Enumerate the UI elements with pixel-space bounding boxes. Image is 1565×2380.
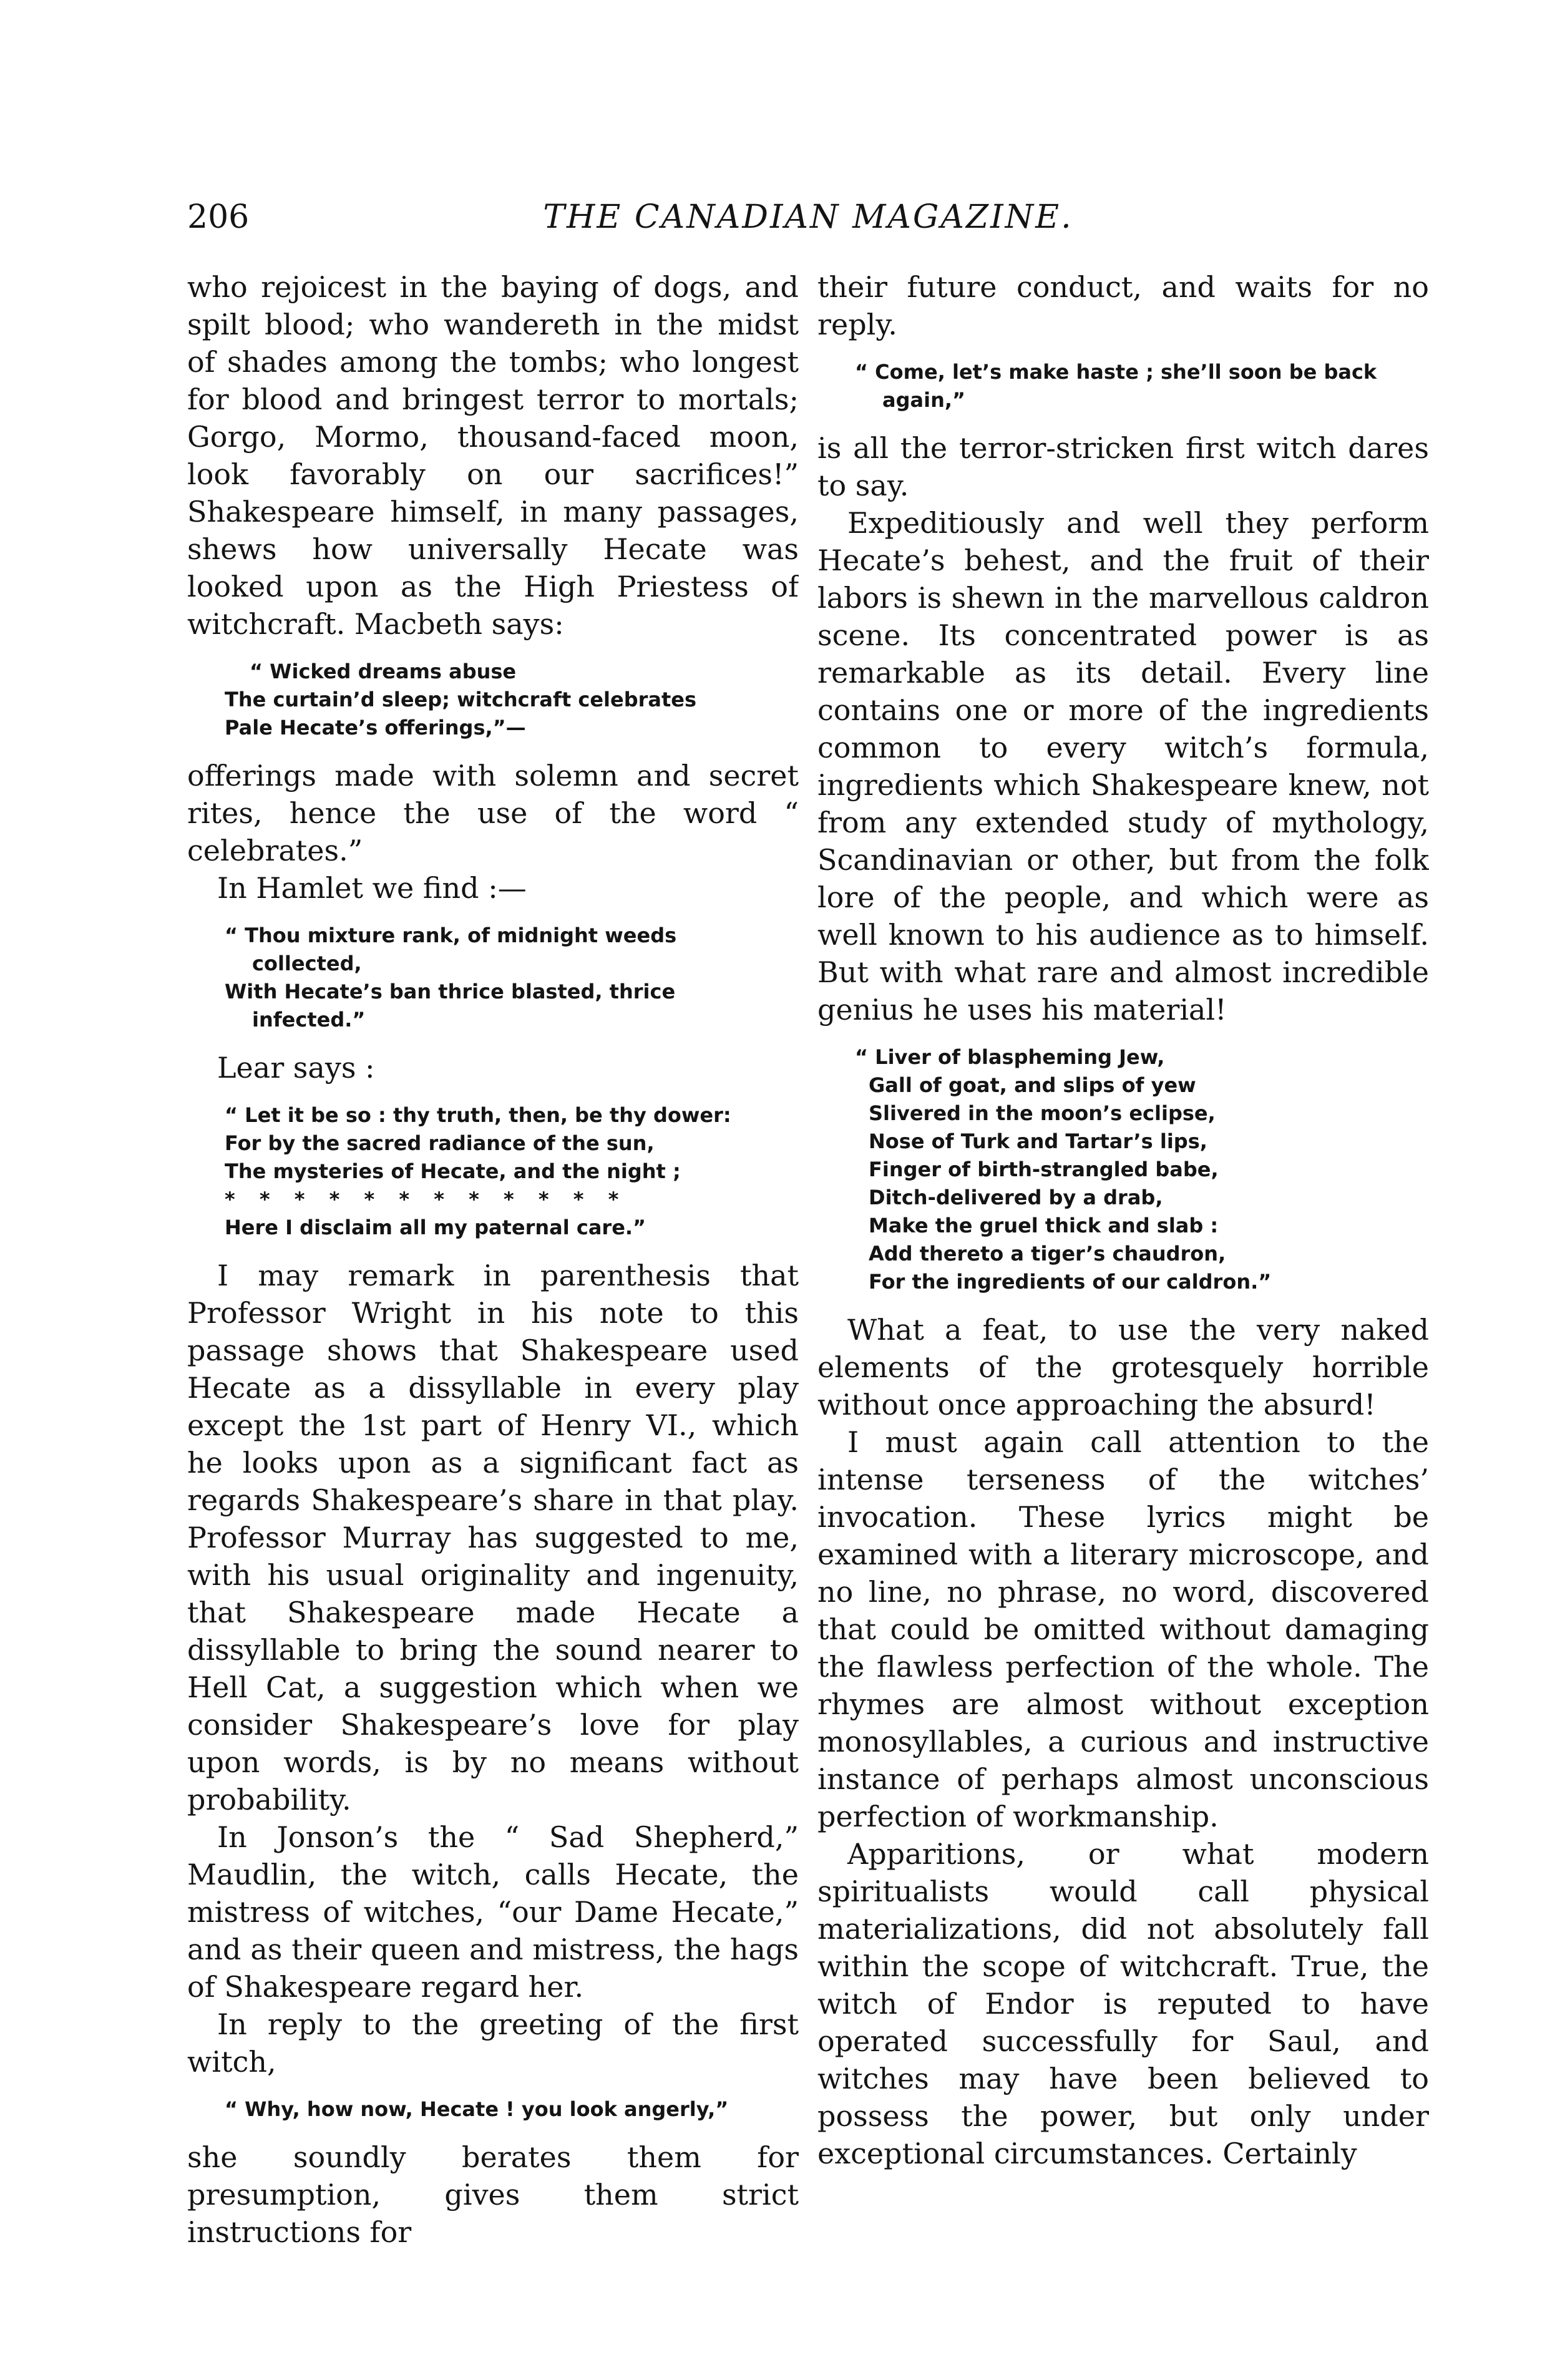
paragraph: In reply to the greeting of the first witch,	[187, 2007, 799, 2079]
quote-macbeth	[225, 658, 799, 742]
quote-hamlet	[225, 922, 799, 1034]
paragraph: who rejoicest in the baying of dogs, and spilt blood; who wandereth in the midst of shades among the tombs; who longest for blood and bringest terror to mortals; Gorgo, Mormo, thousand-faced moon, look favorably on our sacrifices!” Shakespeare himself, in many passages, shews how universally Hecate was looked upon as the High Priestess of witchcraft. Macbeth says:	[187, 270, 799, 641]
paragraph: What a feat, to use the very naked elements of the grotesquely horrible without once approaching the absurd!	[817, 1313, 1429, 1422]
quote-caldron	[855, 1043, 1429, 1296]
quote-line: again,”	[882, 388, 966, 412]
right-column	[817, 268, 1429, 2265]
paragraph: I must again call attention to the intense terseness of the witches’ invocation. These lyrics might be examined with a literary microscope, and no line, no phrase, no word, discovered that could be omitted without damaging the flawless perfection of the whole. The rhymes are almost without exception monosyllables, a curious and instructive instance of perhaps almost unconscious perfection of workmanship.	[817, 1425, 1429, 1833]
paragraph: I may remark in parenthesis that Professor Wright in his note to this passage shows that Shakespeare used Hecate as a dissyllable in every play except the 1st part of Henry VI., which he looks upon as a significant fact as regards Shakespeare’s share in that play. Professor Murray has suggested to me, with his usual originality and ingenuity, that Shakespeare made Hecate a dissyllable to bring the sound nearer to Hell Cat, a suggestion which when we consider Shakespeare’s love for play upon words, is by no means without probability.	[187, 1259, 799, 1817]
quote-line: Gall of goat, and slips of yew	[869, 1073, 1196, 1097]
quote-line: “ Let it be so : thy truth, then, be thy dower:	[225, 1103, 731, 1127]
quote-line: “ Why, how now, Hecate ! you look angerly,”	[225, 2097, 729, 2121]
paragraph: In Jonson’s the “ Sad Shepherd,” Maudlin, the witch, calls Hecate, the mistress of witches, “our Dame Hecate,” and as their queen and mistress, the hags of Shakespeare regard her.	[187, 1820, 799, 2004]
quote-line: “ Liver of blaspheming Jew,	[855, 1045, 1165, 1069]
quote-line: Ditch-delivered by a drab,	[869, 1186, 1163, 1209]
quote-lear	[225, 1101, 799, 1242]
paragraph: Expeditiously and well they perform Hecate’s behest, and the fruit of their labors is shewn in the marvellous caldron scene. Its concentrated power is as remarkable as its detail. Every line contains one or more of the ingredients common to every witch’s formula, ingredients which Shakespeare knew, not from any extended study of mythology, Scandinavian or other, but from the folk lore of the people, and which were as well known to his audience as to himself. But with what rare and almost incredible genius he uses his material!	[817, 506, 1429, 1027]
quote-line: “ Come, let’s make haste ; she’ll soon be back	[855, 360, 1377, 384]
quote-line: Slivered in the moon’s eclipse,	[869, 1101, 1216, 1125]
quote-line: Make the gruel thick and slab :	[869, 1214, 1219, 1237]
paragraph: offerings made with solemn and secret rites, hence the use of the word “ celebrates.”	[187, 759, 799, 867]
paragraph: is all the terror-stricken first witch dares to say.	[817, 431, 1429, 502]
quote-line: The mysteries of Hecate, and the night ;	[225, 1159, 681, 1183]
page-header	[187, 198, 1429, 248]
quote-line: infected.”	[252, 1008, 366, 1031]
quote-line: Nose of Turk and Tartar’s lips,	[869, 1129, 1207, 1153]
quote-line: “ Wicked dreams abuse	[250, 660, 517, 683]
left-column	[187, 268, 799, 2265]
running-title: THE CANADIAN MAGAZINE.	[543, 198, 1073, 236]
quote-line: For by the sacred radiance of the sun,	[225, 1131, 655, 1155]
quote-witch	[225, 2095, 799, 2124]
quote-first-witch	[855, 358, 1429, 414]
quote-line: Add thereto a tiger’s chaudron,	[869, 1242, 1226, 1266]
paragraph: In Hamlet we find :—	[217, 871, 527, 905]
quote-line: The curtain’d sleep; witchcraft celebrates	[225, 688, 697, 711]
page-number: 206	[187, 198, 250, 236]
paragraph: Lear says :	[217, 1051, 375, 1085]
quote-line: collected,	[252, 952, 362, 975]
paragraph: their future conduct, and waits for no reply.	[817, 270, 1429, 341]
quote-line: With Hecate’s ban thrice blasted, thrice	[225, 980, 676, 1003]
quote-line: Here I disclaim all my paternal care.”	[225, 1216, 646, 1239]
quote-line: Pale Hecate’s offerings,”—	[225, 716, 526, 739]
paragraph: she soundly berates them for presumption, gives them strict instructions for	[187, 2140, 799, 2249]
paragraph: Apparitions, or what modern spiritualists would call physical materializations, did not absolutely fall within the scope of witchcraft. True, the witch of Endor is reputed to have operated successfully for Saul, and witches may have been believed to possess the power, but only under exceptional circumstances. Certainly	[817, 1837, 1429, 2170]
quote-line: Finger of birth-strangled babe,	[869, 1158, 1219, 1181]
quote-line: “ Thou mixture rank, of midnight weeds	[225, 924, 677, 947]
quote-line: For the ingredients of our caldron.”	[869, 1270, 1272, 1294]
quote-line: * * * * * * * * * * * *	[225, 1188, 628, 1211]
